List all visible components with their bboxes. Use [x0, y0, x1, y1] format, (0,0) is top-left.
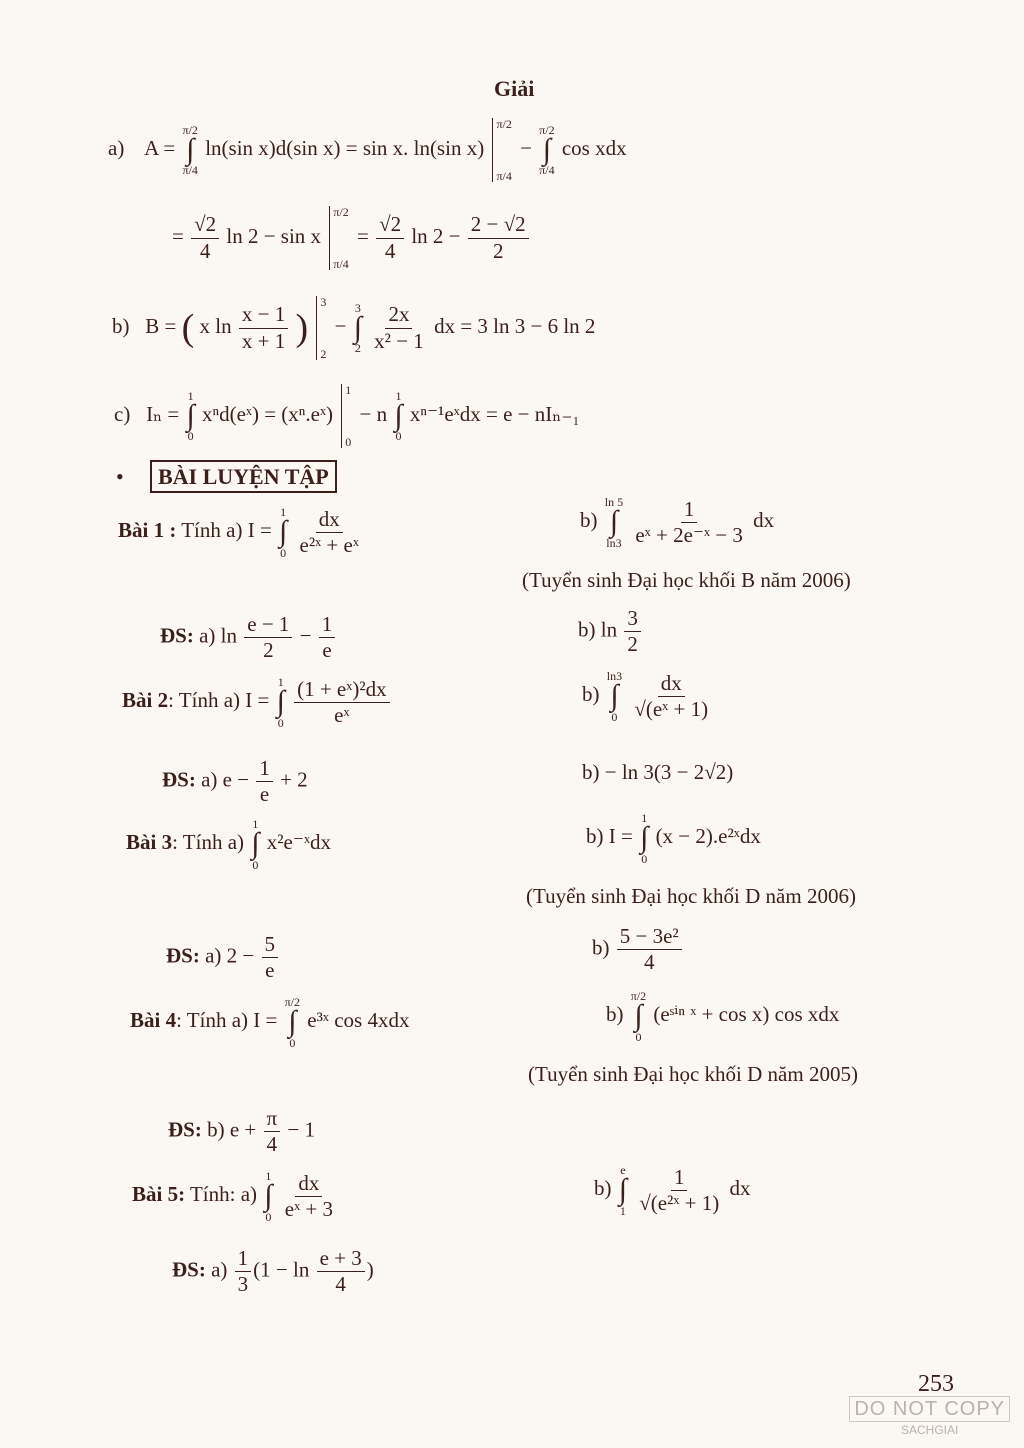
fraction: $\frac{e + 3}{4}$: [317, 1246, 365, 1297]
problem-4-b: [606, 990, 839, 1043]
integral-sign: π/2 ∫ 0: [630, 989, 647, 1044]
b-result: dx = 3 ln 3 − 6 ln 2: [434, 313, 596, 338]
answer-b-prefix: b) ln: [578, 617, 618, 642]
problem-1-answer-b: [578, 606, 643, 657]
a-tail: cos xdx: [561, 135, 627, 160]
fraction: $\frac{1}{e}$: [256, 756, 273, 807]
problem-1-answer-a: [160, 612, 337, 663]
watermark-line1: DO NOT COPY: [849, 1396, 1010, 1422]
answer-a-prefix: a): [211, 1257, 228, 1282]
integral-sign: 3 ∫ 2: [353, 300, 362, 356]
label-a: a): [108, 135, 125, 160]
problem-4-source: (Tuyển sinh Đại học khối D năm 2005): [528, 1062, 858, 1086]
fraction: $\frac{3}{2}$: [624, 606, 641, 657]
problem-1-a-text: Tính a) I =: [181, 518, 272, 543]
problem-2-b-label: b): [582, 682, 600, 707]
problem-4-a-text: : Tính a) I =: [176, 1008, 278, 1033]
problem-3-a-text: : Tính a): [172, 830, 245, 855]
fraction: $\frac{dx}{\text{e²ˣ + eˣ}}$: [299, 506, 359, 557]
problem-3-b-label: b) I =: [586, 824, 633, 849]
c-minus-n: − n: [359, 401, 388, 426]
integral-sign: 1 ∫ 0: [264, 1169, 273, 1224]
problem-1-a: [118, 506, 364, 559]
answer-a-prefix: a) e −: [201, 767, 250, 792]
fraction: $\frac{e - 1}{2}$: [244, 612, 292, 663]
integral-sign: 1 ∫ 0: [394, 388, 403, 444]
answer-label: ĐS:: [168, 1117, 202, 1142]
problem-4-b-label: b): [606, 1002, 624, 1027]
integral-sign: 1 ∫ 0: [640, 811, 649, 866]
watermark-logo: [849, 1396, 1010, 1436]
problem-2-a: [122, 676, 392, 729]
fraction: $\frac{2 - √2}{2}$: [468, 212, 529, 263]
integral-sign: ln 5 ∫ ln3: [604, 495, 624, 550]
problem-3-a-tail: x²e⁻ˣdx: [266, 830, 332, 855]
fraction: $\frac{5}{e}$: [262, 932, 279, 983]
problem-5-b: [594, 1164, 751, 1217]
answer-label: ĐS:: [172, 1257, 206, 1282]
eval-bar: 3 2: [316, 296, 326, 360]
practice-header: [116, 466, 337, 488]
a-line2-text: ln 2 − sin x: [226, 223, 322, 248]
answer-a-tail: + 2: [280, 767, 308, 792]
solution-a-line2: = $\frac{√2}{4}$ ln 2 − sin x π/2 π/4 = $\frac{√2}{4}$ ln 2 − $\frac{2 - √2}{2}$: [172, 206, 531, 270]
problem-2-answer-b: b) − ln 3(3 − 2√2): [582, 760, 734, 784]
answer-b-tail: − 1: [287, 1117, 315, 1142]
fraction: $\frac{1}{\text{√(e²ˣ + 1)}}$: [639, 1164, 720, 1215]
c-mid: xⁿd(eˣ) = (xⁿ.eˣ): [201, 401, 334, 426]
a-mid: ln(sin x)d(sin x) = sin x. ln(sin x): [205, 135, 485, 160]
problem-5-a-text: Tính: a): [189, 1182, 258, 1207]
answer-a-prefix: a) ln: [199, 623, 237, 648]
bullet-icon: •: [116, 464, 124, 489]
integral-sign: π/2 ∫ π/4: [182, 122, 198, 178]
fraction: $\frac{√2}{4}$: [191, 212, 219, 263]
problem-2-answer-a: [162, 756, 308, 807]
problem-3-label: Bài 3: [126, 830, 173, 855]
answer-a-mid: (1 − ln: [253, 1257, 310, 1282]
problem-2-a-text: : Tính a) I =: [168, 688, 270, 713]
solution-b: b) B = ( x ln $\frac{x - 1}{x + 1}$ ) 3 2 − 3 ∫ 2 $\frac{2x}{\text{x² − 1}}$ dx = 3 ln 3 − 6 ln 2: [112, 295, 596, 361]
b-lhs: B =: [145, 313, 177, 338]
eval-bar: π/2 π/4: [492, 118, 511, 182]
problem-3-answer-a: [166, 932, 280, 983]
answer-label: ĐS:: [166, 943, 200, 968]
fraction: $\frac{1}{e}$: [319, 612, 336, 663]
problem-4-answer-b: [168, 1106, 315, 1157]
problem-3-b: [586, 812, 761, 865]
fraction: $\frac{√2}{4}$: [376, 212, 404, 263]
problem-3-a: [126, 818, 331, 871]
problem-3-b-tail: (x − 2).e²ˣdx: [655, 824, 761, 849]
answer-b-prefix: b) e +: [207, 1117, 257, 1142]
problem-3-source: (Tuyển sinh Đại học khối D năm 2006): [526, 884, 856, 908]
fraction: $\frac{1}{\text{eˣ + 2e⁻ˣ − 3}}$: [635, 496, 743, 547]
a-line2-b-text: ln 2 −: [411, 223, 461, 248]
problem-2-label: Bài 2: [122, 688, 169, 713]
problem-4-b-tail: (eˢⁱⁿ ˣ + cos x) cos xdx: [653, 1002, 840, 1027]
answer-label: ĐS:: [162, 767, 196, 792]
a-lhs: A =: [144, 135, 176, 160]
problem-2-b: [582, 670, 713, 723]
problem-5-answer-a: [172, 1246, 374, 1297]
practice-title: BÀI LUYỆN TẬP: [150, 460, 337, 493]
fraction: $\frac{1}{3}$: [235, 1246, 252, 1297]
answer-a-tail: ): [366, 1257, 374, 1282]
problem-1-label: Bài 1 :: [118, 518, 177, 543]
problem-1-b-label: b): [580, 508, 598, 533]
problem-5-b-tail: dx: [729, 1176, 751, 1201]
eval-bar: 1 0: [341, 384, 351, 448]
problem-5-a: [132, 1170, 338, 1223]
problem-1-b-tail: dx: [753, 508, 775, 533]
b-x-ln: x ln: [199, 313, 232, 338]
problem-4-a: [130, 996, 409, 1049]
fraction: $\frac{dx}{\text{eˣ + 3}}$: [284, 1170, 333, 1221]
integral-sign: π/2 ∫ π/4: [539, 122, 555, 178]
fraction: $\frac{x - 1}{x + 1}$: [239, 302, 288, 353]
page-number: 253: [918, 1371, 954, 1397]
label-c: c): [114, 401, 131, 426]
problem-5-label: Bài 5:: [132, 1182, 186, 1207]
integral-sign: ln3 ∫ 0: [606, 669, 623, 724]
fraction: $\frac{\text{5 − 3e²}}{4}$: [617, 924, 682, 975]
problem-3-answer-b: [592, 924, 684, 975]
solution-a-line1: a) A = π/2 ∫ π/4 ln(sin x)d(sin x) = sin x. ln(sin x) π/2 π/4 − π/2 ∫ π/4 cos xdx: [108, 117, 627, 183]
solution-c: [114, 384, 580, 448]
c-tail: xⁿ⁻¹eˣdx = e − nIₙ₋₁: [409, 401, 580, 426]
problem-4-label: Bài 4: [130, 1008, 177, 1033]
problem-1-source: (Tuyển sinh Đại học khối B năm 2006): [522, 568, 851, 592]
answer-a-mid: −: [299, 623, 312, 648]
fraction: $\frac{2x}{\text{x² − 1}}$: [374, 302, 424, 353]
problem-4-a-tail: e³ˣ cos 4xdx: [307, 1008, 410, 1033]
integral-sign: π/2 ∫ 0: [284, 995, 301, 1050]
eval-bar: π/2 π/4: [329, 206, 348, 270]
answer-b-prefix: b): [592, 935, 610, 960]
integral-sign: 1 ∫ 0: [276, 675, 285, 730]
integral-sign: 1 ∫ 0: [279, 505, 288, 560]
fraction: $\frac{dx}{\text{√(eˣ + 1)}}$: [634, 670, 709, 721]
label-b: b): [112, 313, 130, 338]
integral-sign: 1 ∫ 0: [186, 388, 195, 444]
fraction: $\frac{\text{(1 + eˣ)²dx}}{\text{eˣ}}$: [294, 677, 390, 728]
c-lhs: Iₙ =: [146, 401, 180, 426]
integral-sign: 1 ∫ 0: [251, 817, 260, 872]
answer-label: ĐS:: [160, 623, 194, 648]
heading: Giải: [494, 76, 535, 101]
fraction: $\frac{\pi}{4}$: [264, 1106, 281, 1157]
answer-a-prefix: a) 2 −: [205, 943, 255, 968]
integral-sign: e ∫ 1: [618, 1163, 627, 1218]
problem-5-b-label: b): [594, 1176, 612, 1201]
problem-1-b: [580, 496, 774, 549]
watermark-line2: SACHGIAI: [900, 1423, 959, 1437]
